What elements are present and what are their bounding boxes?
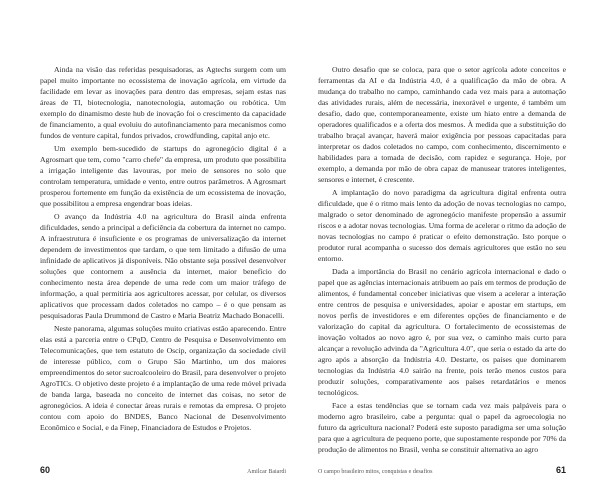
page-number: 60 [40,465,51,475]
paragraph: Dada a importância do Brasil no cenário agrícola internacional e dado o papel que as agências internacionais atribuem ao país em termos de produção de alimentos, é fundamental conceber iniciativas que visem a acelerar a interação entre centros de pesquisa e universidades, apoiar e apostar em startups, em novos perfis de investidores e em diferentes opções de financiamento e de valorização do capital da agricultura. O fortalecimento de ecossistemas de inovação voltados ao novo agro é, por sua vez, o caminho mais curto para alcançar a revolução advinda da "Agricultura 4.0", que seria o estado da arte do agro após a absorção da Indústria 4.0. Destarte, os países que dominarem tecnologias da Indústria 4.0 sairão na frente, pois terão menos custos para produzir soluções, comparativamente aos países retardatários e menos tecnológicos. [318,267,566,397]
left-text-column [40,64,286,435]
running-head-author: Amilcar Baiardi [247,469,286,475]
right-text-column [318,64,566,457]
paragraph: Um exemplo bem-sucedido de startups do agronegócio digital é a Agrosmart que tem, como "carro chefe" da empresa, um produto que possibilita a irrigação inteligente das lavouras, por meio de sensores no solo que controlam temperatura, umidade e vento, entre outros parâmetros. A Agrosmart prosperou fortemente em função da existência de um ecossistema de inovação, que possibilitou a empresa engendrar boas ideias. [40,144,286,208]
paragraph: Outro desafio que se coloca, para que o setor agrícola adote conceitos e ferramentas da AI e da Indústria 4.0, é a qualificação da mão de obra. A mudança do trabalho no campo, caminhando cada vez mais para a automação das atividades rurais, além de necessária, inexorável e urgente, é também um desafio, dado que, contemporaneamente, existe um hiato entre a demanda de operadores qualificados e a oferta dos mesmos. À medida que a substituição do trabalho braçal avançar, haverá maior exigência por pessoas capacitadas para interpretar os dados coletados no campo, com conhecimento, discernimento e habilidades para a tomada de decisão, com rapidez e segurança. Hoje, por exemplo, a demanda por mão de obra capaz de manusear tratores inteligentes, sensores e internet, é crescente. [318,65,566,184]
right-footer [318,457,566,475]
paragraph: Ainda na visão das referidas pesquisadoras, as Agtechs surgem com um papel muito importante no ecossistema de inovação agrícola, em virtude da facilidade em levar as inovações para dentro das empresas, sejam estas nas áreas de TI, biotecnologia, nanotecnologia, automação ou robótica. Um exemplo do dinamismo deste hub de inovação foi o crescimento da capacidade de financiamento, a qual evoluiu do autofinanciamento para mecanismos como fundos de venture capital, fundos privados, crowdfunding, capital anjo etc. [40,65,286,140]
paragraph: Face a estas tendências que se tornam cada vez mais palpáveis para o moderno agro brasileiro, cabe a pergunta: qual o papel da agroecologia no futuro da agricultura nacional? Poderá este suposto paradigma ser uma solução para que a agricultura de pequeno porte, que supostamente responde por 70% da produção de alimentos no Brasil, venha se constituir alternativa ao agro [318,401,566,454]
running-head-title: O campo brasileiro mitos, conquistas e desafios [318,469,433,475]
paragraph: A implantação do novo paradigma da agricultura digital enfrenta outra dificuldade, que é o ritmo mais lento da adoção de novas tecnologias no campo, malgrado o setor denominado de agronegócio manifeste propensão a assumir riscos e a adotar novas tecnologias. Uma forma de acelerar o ritmo da adoção de novas tecnologias no campo é praticar o efeito demonstração. Isto porque o produtor rural acompanha o sucesso dos demais agricultores que estão no seu entorno. [318,188,566,263]
paragraph: O avanço da Indústria 4.0 na agricultura do Brasil ainda enfrenta dificuldades, sendo a principal a deficiência da cobertura da internet no campo. A infraestrutura é insuficiente e os programas de universalização da internet dependem de investimentos que tardam, o que tem limitado a difusão de uma infinidade de aplicativos já disponíveis. Não obstante seja possível desenvolver soluções que contornem a ausência da internet, maior benefício do conhecimento nesta área depende de uma rede com um maior tráfego de informação, a qual permitiria aos agricultores acessar, por celular, os diversos aplicativos que processam dados coletados no campo – é o que pensam as pesquisadoras Paula Drummond de Castro e Maria Beatriz Machado Bonacelli. [40,212,286,320]
right-page [300,0,600,487]
page-number: 61 [555,465,566,475]
paragraph: Neste panorama, algumas soluções muito criativas estão aparecendo. Entre elas está a parceria entre o CPqD, Centro de Pesquisa e Desenvolvimento em Telecomunicações, que tem estatuto de Oscip, organização da sociedade civil de interesse público, com o Grupo São Martinho, um dos maiores empreendimentos do setor sucroalcooleiro do Brasil, para desenvolver o projeto AgroTICs. O objetivo deste projeto é a implantação de uma rede móvel privada de banda larga, baseada no conceito de internet das coisas, no setor de agronegócios. A ideia é conectar áreas rurais e remotas da empresa. O projeto contou com apoio do BNDES, Banco Nacional de Desenvolvimento Econômico e Social, e da Finep, Financiadora de Estudos e Projetos. [40,324,286,432]
left-footer [40,457,286,475]
